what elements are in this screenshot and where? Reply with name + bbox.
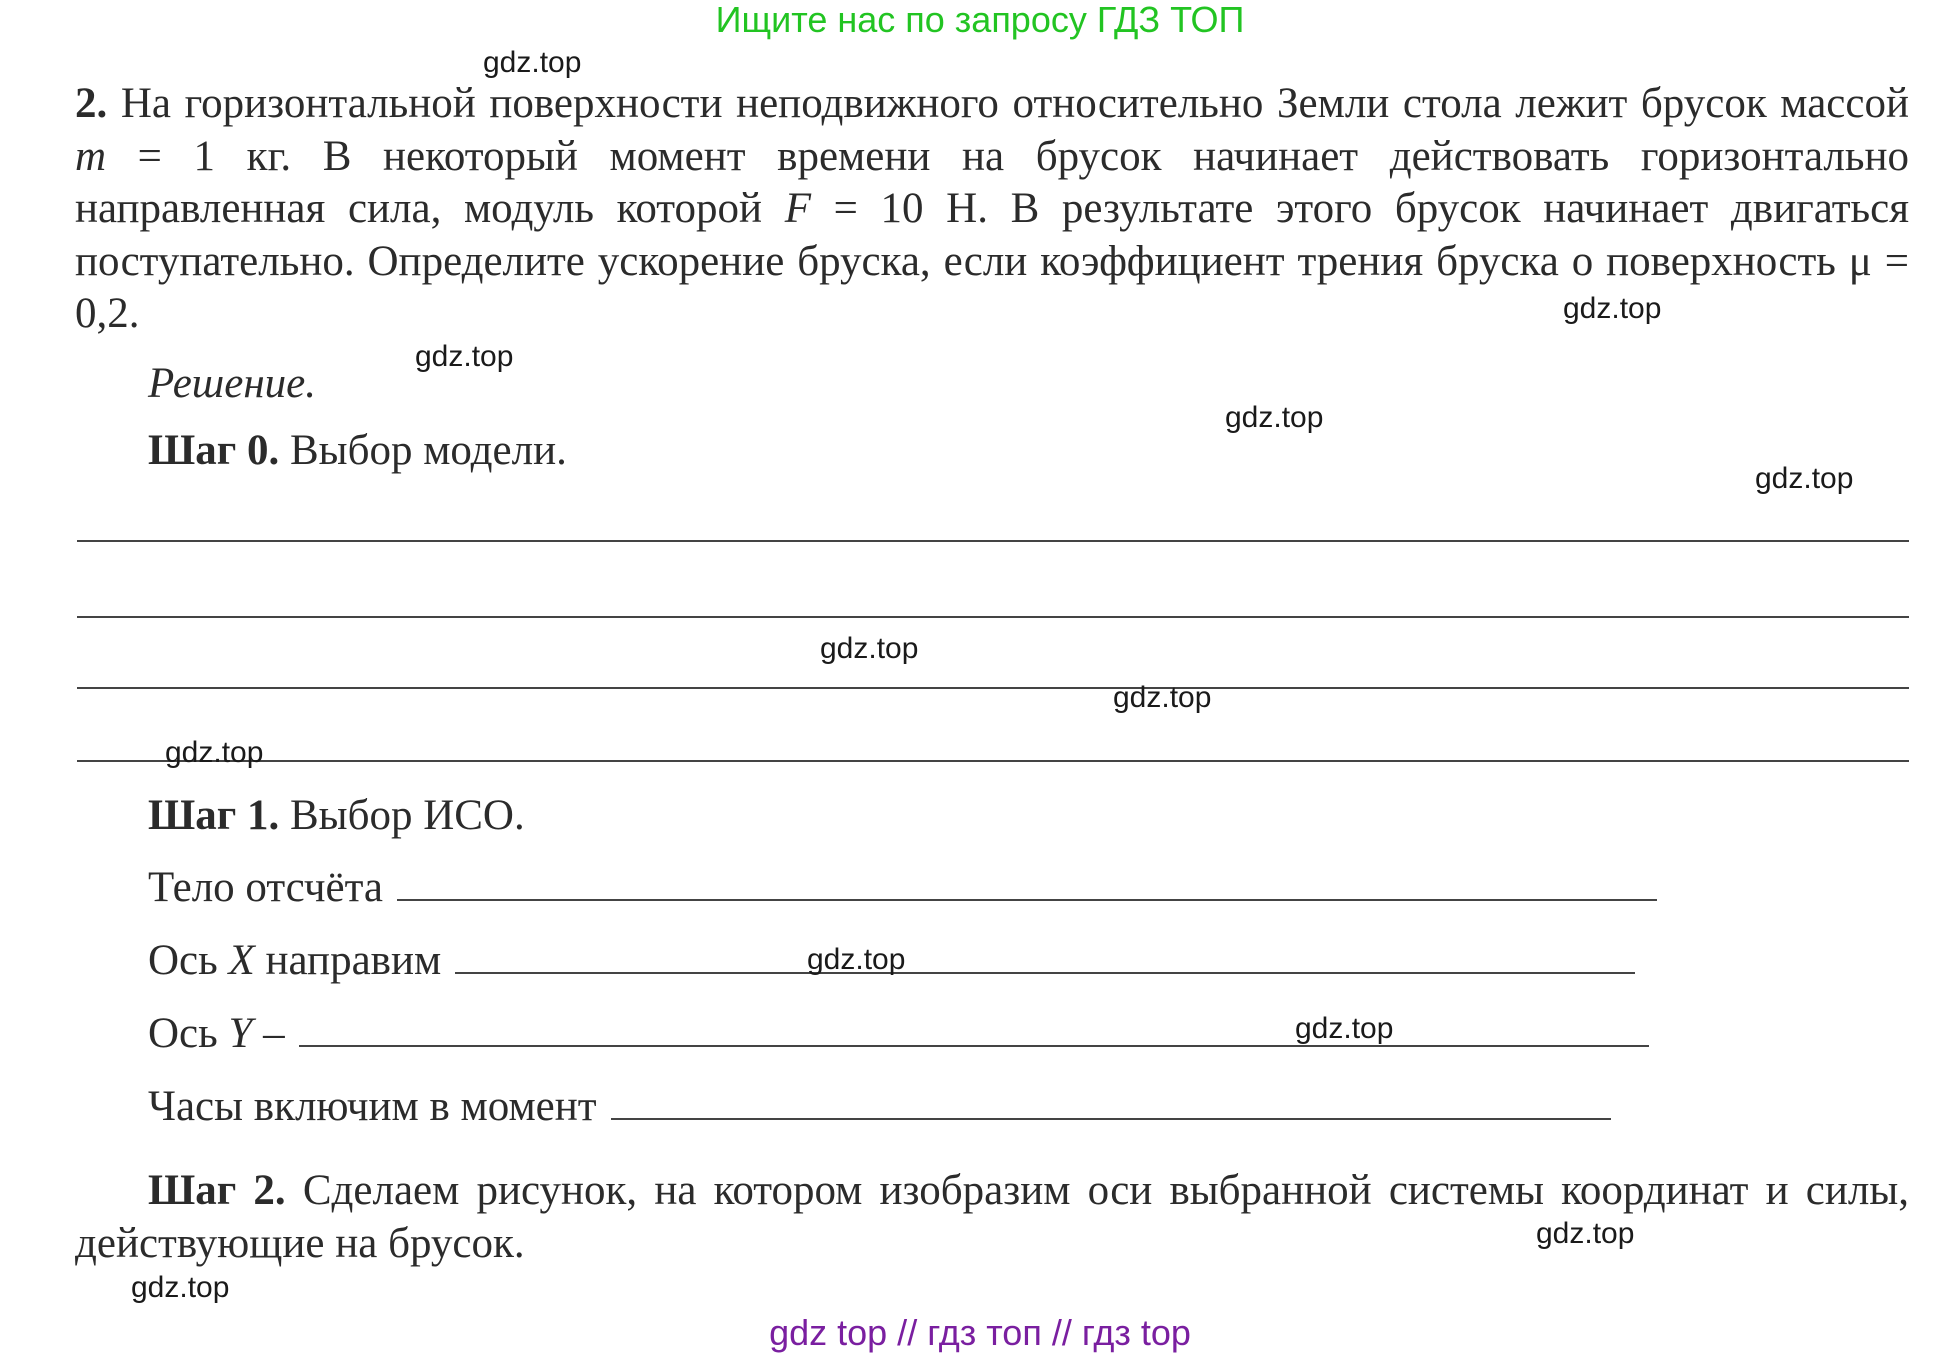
step-0-text: Выбор модели.: [279, 427, 567, 474]
axis-y-input-line[interactable]: [299, 1045, 1649, 1047]
mass-variable: m: [75, 132, 107, 180]
watermark: gdz.top: [1295, 1012, 1394, 1045]
watermark: gdz.top: [483, 46, 582, 79]
axis-y-variable: Y: [228, 1010, 253, 1057]
reference-body-field: [148, 862, 1657, 914]
watermark: gdz.top: [1536, 1217, 1635, 1250]
answer-line-2[interactable]: [77, 616, 1909, 618]
axis-x-variable: X: [228, 937, 255, 984]
step-1-title: Шаг 1.: [148, 792, 280, 839]
axis-y-field: [148, 1008, 1649, 1060]
answer-line-3[interactable]: [77, 687, 1909, 689]
top-banner[interactable]: Ищите нас по запросу ГДЗ ТОП: [715, 0, 1245, 40]
answer-line-1[interactable]: [77, 540, 1909, 542]
problem-text-2: = 1 кг. В некоторый момент времени на брусок начинает действовать горизонтально направленная сила, модуль которой: [75, 132, 1909, 232]
watermark: gdz.top: [131, 1271, 230, 1304]
watermark: gdz.top: [807, 943, 906, 976]
watermark: gdz.top: [1225, 401, 1324, 434]
clock-input-line[interactable]: [611, 1118, 1611, 1120]
solution-label: Решение.: [148, 360, 317, 407]
step-1-text: Выбор ИСО.: [279, 792, 525, 839]
step-2-text: Сделаем рисунок, на котором изобразим оси выбранной системы координат и силы, действующие на брусок.: [75, 1167, 1909, 1267]
step-2-title: Шаг 2.: [148, 1167, 286, 1214]
watermark: gdz.top: [1113, 681, 1212, 714]
force-variable: F: [784, 185, 811, 232]
step-1-heading: [148, 790, 525, 842]
axis-y-label: Ось Y –: [148, 1010, 285, 1057]
answer-line-4[interactable]: [77, 760, 1909, 762]
problem-number: 2.: [75, 80, 108, 127]
reference-body-input-line[interactable]: [397, 899, 1657, 901]
problem-text-3: = 10 Н. В результате этого брусок начинает двигаться поступательно. Определите ускорение бруска, если коэффициент трения бруска о поверхность μ = 0,2.: [75, 185, 1910, 337]
watermark: gdz.top: [415, 340, 514, 373]
axis-x-label: Ось X направим: [148, 937, 442, 984]
watermark: gdz.top: [165, 736, 264, 769]
watermark: gdz.top: [820, 632, 919, 665]
clock-label: Часы включим в момент: [148, 1083, 597, 1130]
clock-field: [148, 1081, 1611, 1133]
footer-banner[interactable]: gdz top // гдз топ // гдз top: [769, 1312, 1191, 1353]
axis-x-input-line[interactable]: [455, 972, 1635, 974]
watermark: gdz.top: [1755, 462, 1854, 495]
step-0-title: Шаг 0.: [148, 427, 280, 474]
problem-text-1: На горизонтальной поверхности неподвижного относительно Земли стола лежит брусок массой: [107, 80, 1909, 127]
watermark: gdz.top: [1563, 292, 1662, 325]
reference-body-label: Тело отсчёта: [148, 864, 384, 911]
step-0-heading: [148, 425, 567, 477]
